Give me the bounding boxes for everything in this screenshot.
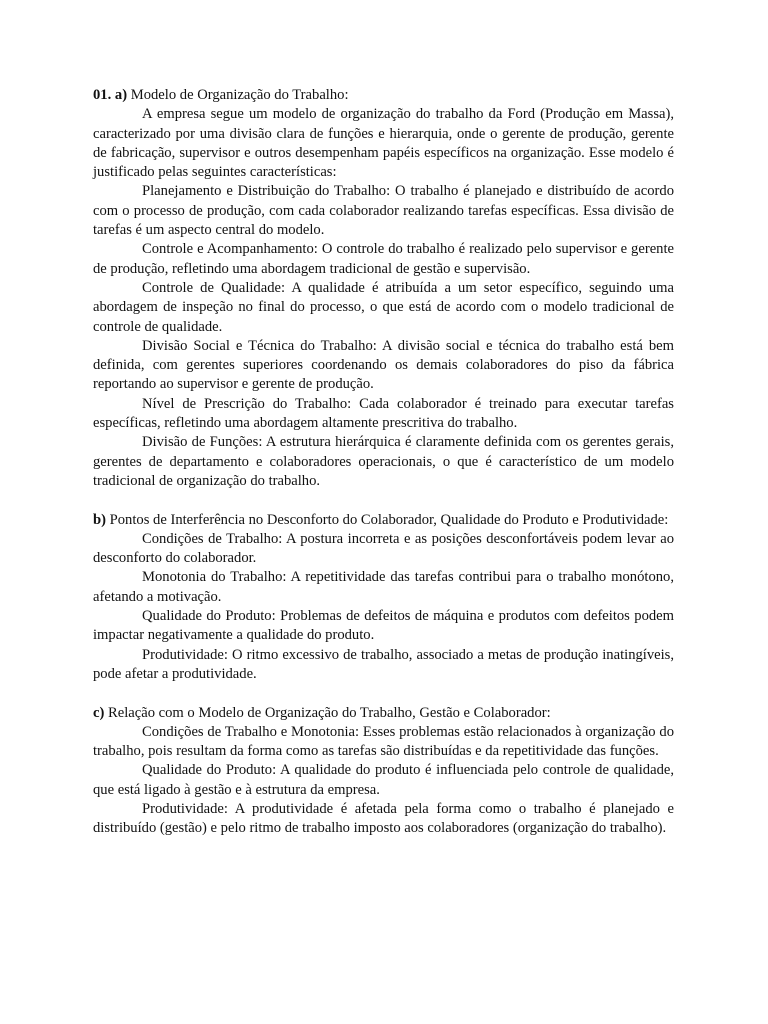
section-b-heading (93, 511, 674, 530)
section-c-heading (93, 704, 674, 723)
section-b-marker: b) (93, 511, 106, 528)
section-c-paragraph-condicoes: Condições de Trabalho e Monotonia: Esses problemas estão relacionados à organização do trabalho, pois resultam da forma como as tarefas são distribuídas e da repetitividade das funções. (93, 723, 674, 760)
section-b-paragraph-monotonia: Monotonia do Trabalho: A repetitividade das tarefas contribui para o trabalho monótono, afetando a motivação. (93, 569, 674, 605)
section-a-heading (93, 86, 674, 105)
section-a-paragraph-qualidade: Controle de Qualidade: A qualidade é atribuída a um setor específico, seguindo uma abordagem de inspeção no final do processo, o que está de acordo com o modelo tradicional de controle de qualidade. (93, 279, 674, 335)
section-c-marker: c) (93, 704, 105, 721)
section-a-paragraph-planejamento: Planejamento e Distribuição do Trabalho: O trabalho é planejado e distribuído de acordo com o processo de produção, com cada colaborador realizando tarefas específicas. Essa divisão de tarefas é um aspecto central do modelo. (93, 183, 674, 239)
section-c (93, 704, 674, 839)
section-b-title: Pontos de Interferência no Desconforto do Colaborador, Qualidade do Produto e Produtividade: (109, 511, 669, 528)
section-c-paragraph-qualidade: Qualidade do Produto: A qualidade do produto é influenciada pelo controle de qualidade, que está ligado à gestão e à estrutura da empresa. (93, 762, 674, 798)
section-b-paragraph-produtividade: Produtividade: O ritmo excessivo de trabalho, associado a metas de produção inatingíveis, pode afetar a produtividade. (93, 646, 674, 682)
section-spacer (93, 684, 674, 703)
section-a-paragraph-controle: Controle e Acompanhamento: O controle do trabalho é realizado pelo supervisor e gerente de produção, refletindo uma abordagem tradicional de gestão e supervisão. (93, 241, 674, 277)
section-c-title: Relação com o Modelo de Organização do Trabalho, Gestão e Colaborador: (108, 704, 551, 721)
section-spacer (93, 491, 674, 510)
section-b-paragraph-condicoes: Condições de Trabalho: A postura incorreta e as posições desconfortáveis podem levar ao desconforto do colaborador. (93, 530, 674, 567)
section-a-paragraph-funcoes: Divisão de Funções: A estrutura hierárquica é claramente definida com os gerentes gerais, gerentes de departamento e colaboradores operacionais, o que é característico de um modelo tradicional de organização do trabalho. (93, 434, 674, 489)
section-a-title: Modelo de Organização do Trabalho: (130, 87, 349, 103)
document-page (93, 86, 674, 839)
section-a-paragraph-prescricao: Nível de Prescrição do Trabalho: Cada colaborador é treinado para executar tarefas específicas, refletindo uma abordagem altamente prescritiva do trabalho. (93, 395, 674, 432)
section-b (93, 511, 674, 685)
section-c-paragraph-produtividade: Produtividade: A produtividade é afetada pela forma como o trabalho é planejado e distribuído (gestão) e pelo ritmo de trabalho imposto aos colaboradores (organização do trabalho). (93, 800, 674, 837)
section-a (93, 86, 674, 491)
section-a-marker: 01. a) (93, 87, 128, 103)
section-a-paragraph-intro: A empresa segue um modelo de organização do trabalho da Ford (Produção em Massa), caracterizado por uma divisão clara de funções e hierarquia, onde o gerente de produção, gerente de fabricação, supervisor e outros desempenham papéis específicos na organização. Esse modelo é justificado pelas seguintes características: (93, 106, 674, 181)
section-a-paragraph-divisao-social: Divisão Social e Técnica do Trabalho: A divisão social e técnica do trabalho está bem definida, com gerentes superiores coordenando os demais colaboradores do piso da fábrica reportando ao supervisor e gerente de produção. (93, 337, 674, 393)
section-b-paragraph-qualidade: Qualidade do Produto: Problemas de defeitos de máquina e produtos com defeitos podem impactar negativamente a qualidade do produto. (93, 608, 674, 644)
